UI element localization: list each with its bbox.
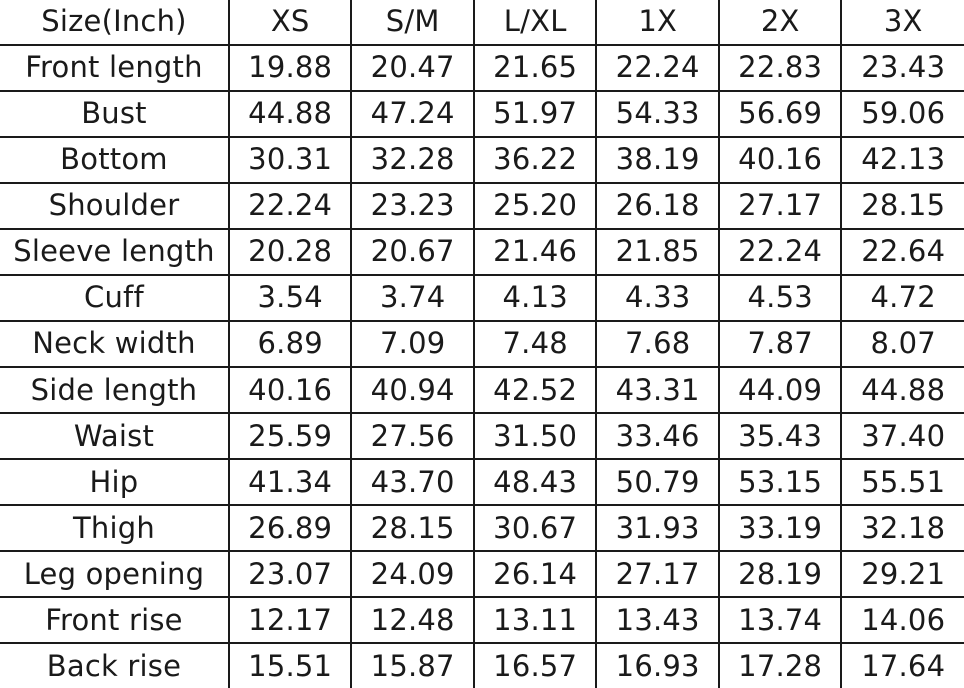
measurement-cell: 54.33 — [596, 91, 719, 137]
header-cell-size-xs: XS — [229, 0, 352, 45]
measurement-cell: 13.43 — [596, 597, 719, 643]
measurement-cell: 27.17 — [596, 551, 719, 597]
measurement-cell: 22.24 — [719, 229, 842, 275]
measurement-cell: 40.16 — [229, 367, 352, 413]
measurement-cell: 40.16 — [719, 137, 842, 183]
measurement-cell: 27.17 — [719, 183, 842, 229]
measurement-cell: 4.72 — [841, 275, 964, 321]
measurement-cell: 22.83 — [719, 45, 842, 91]
measurement-cell: 43.70 — [351, 459, 474, 505]
measurement-cell: 47.24 — [351, 91, 474, 137]
table-row — [0, 275, 964, 321]
table-row — [0, 505, 964, 551]
table-row — [0, 137, 964, 183]
measurement-cell: 38.19 — [596, 137, 719, 183]
measurement-cell: 32.18 — [841, 505, 964, 551]
measurement-cell: 28.15 — [351, 505, 474, 551]
measurement-cell: 59.06 — [841, 91, 964, 137]
row-label-leg-opening: Leg opening — [0, 551, 229, 597]
measurement-cell: 33.46 — [596, 413, 719, 459]
table-row — [0, 551, 964, 597]
table-row — [0, 597, 964, 643]
table-header-row — [0, 0, 964, 45]
row-label-thigh: Thigh — [0, 505, 229, 551]
measurement-cell: 30.31 — [229, 137, 352, 183]
row-label-front-rise: Front rise — [0, 597, 229, 643]
table-row — [0, 413, 964, 459]
measurement-cell: 21.46 — [474, 229, 597, 275]
measurement-cell: 30.67 — [474, 505, 597, 551]
table-row — [0, 367, 964, 413]
measurement-cell: 22.24 — [596, 45, 719, 91]
measurement-cell: 4.33 — [596, 275, 719, 321]
row-label-bust: Bust — [0, 91, 229, 137]
measurement-cell: 55.51 — [841, 459, 964, 505]
measurement-cell: 14.06 — [841, 597, 964, 643]
measurement-cell: 48.43 — [474, 459, 597, 505]
measurement-cell: 16.57 — [474, 643, 597, 688]
measurement-cell: 7.09 — [351, 321, 474, 367]
measurement-cell: 15.51 — [229, 643, 352, 688]
row-label-sleeve-length: Sleeve length — [0, 229, 229, 275]
measurement-cell: 28.15 — [841, 183, 964, 229]
measurement-cell: 41.34 — [229, 459, 352, 505]
measurement-cell: 15.87 — [351, 643, 474, 688]
measurement-cell: 51.97 — [474, 91, 597, 137]
measurement-cell: 17.28 — [719, 643, 842, 688]
row-label-back-rise: Back rise — [0, 643, 229, 688]
measurement-cell: 26.89 — [229, 505, 352, 551]
header-cell-size-s-m: S/M — [351, 0, 474, 45]
row-label-shoulder: Shoulder — [0, 183, 229, 229]
measurement-cell: 32.28 — [351, 137, 474, 183]
measurement-cell: 43.31 — [596, 367, 719, 413]
measurement-cell: 23.43 — [841, 45, 964, 91]
measurement-cell: 3.74 — [351, 275, 474, 321]
table-row — [0, 459, 964, 505]
measurement-cell: 44.88 — [841, 367, 964, 413]
measurement-cell: 12.17 — [229, 597, 352, 643]
measurement-cell: 29.21 — [841, 551, 964, 597]
row-label-front-length: Front length — [0, 45, 229, 91]
measurement-cell: 31.93 — [596, 505, 719, 551]
measurement-cell: 7.87 — [719, 321, 842, 367]
measurement-cell: 24.09 — [351, 551, 474, 597]
measurement-cell: 33.19 — [719, 505, 842, 551]
table-row — [0, 229, 964, 275]
row-label-hip: Hip — [0, 459, 229, 505]
measurement-cell: 21.85 — [596, 229, 719, 275]
header-cell-size-unit: Size(Inch) — [0, 0, 229, 45]
table-row — [0, 91, 964, 137]
measurement-cell: 25.20 — [474, 183, 597, 229]
measurement-cell: 35.43 — [719, 413, 842, 459]
measurement-cell: 28.19 — [719, 551, 842, 597]
measurement-cell: 22.64 — [841, 229, 964, 275]
measurement-cell: 42.52 — [474, 367, 597, 413]
measurement-cell: 25.59 — [229, 413, 352, 459]
measurement-cell: 6.89 — [229, 321, 352, 367]
measurement-cell: 50.79 — [596, 459, 719, 505]
measurement-cell: 19.88 — [229, 45, 352, 91]
measurement-cell: 27.56 — [351, 413, 474, 459]
measurement-cell: 44.09 — [719, 367, 842, 413]
measurement-cell: 44.88 — [229, 91, 352, 137]
header-cell-size-3x: 3X — [841, 0, 964, 45]
measurement-cell: 12.48 — [351, 597, 474, 643]
measurement-cell: 56.69 — [719, 91, 842, 137]
measurement-cell: 17.64 — [841, 643, 964, 688]
measurement-cell: 36.22 — [474, 137, 597, 183]
measurement-cell: 53.15 — [719, 459, 842, 505]
measurement-cell: 23.07 — [229, 551, 352, 597]
measurement-cell: 4.13 — [474, 275, 597, 321]
measurement-cell: 20.28 — [229, 229, 352, 275]
row-label-waist: Waist — [0, 413, 229, 459]
header-cell-size-1x: 1X — [596, 0, 719, 45]
measurement-cell: 20.47 — [351, 45, 474, 91]
measurement-cell: 31.50 — [474, 413, 597, 459]
measurement-cell: 13.74 — [719, 597, 842, 643]
measurement-cell: 23.23 — [351, 183, 474, 229]
row-label-side-length: Side length — [0, 367, 229, 413]
measurement-cell: 21.65 — [474, 45, 597, 91]
row-label-bottom: Bottom — [0, 137, 229, 183]
table-row — [0, 183, 964, 229]
table-row — [0, 321, 964, 367]
measurement-cell: 26.18 — [596, 183, 719, 229]
table-row — [0, 45, 964, 91]
measurement-cell: 22.24 — [229, 183, 352, 229]
header-cell-size-l-xl: L/XL — [474, 0, 597, 45]
measurement-cell: 20.67 — [351, 229, 474, 275]
measurement-cell: 37.40 — [841, 413, 964, 459]
measurement-cell: 40.94 — [351, 367, 474, 413]
row-label-cuff: Cuff — [0, 275, 229, 321]
measurement-cell: 8.07 — [841, 321, 964, 367]
measurement-cell: 7.48 — [474, 321, 597, 367]
measurement-cell: 4.53 — [719, 275, 842, 321]
header-cell-size-2x: 2X — [719, 0, 842, 45]
measurement-cell: 13.11 — [474, 597, 597, 643]
measurement-cell: 42.13 — [841, 137, 964, 183]
row-label-neck-width: Neck width — [0, 321, 229, 367]
measurement-cell: 7.68 — [596, 321, 719, 367]
measurement-cell: 16.93 — [596, 643, 719, 688]
measurement-cell: 3.54 — [229, 275, 352, 321]
table-row — [0, 643, 964, 688]
measurement-cell: 26.14 — [474, 551, 597, 597]
